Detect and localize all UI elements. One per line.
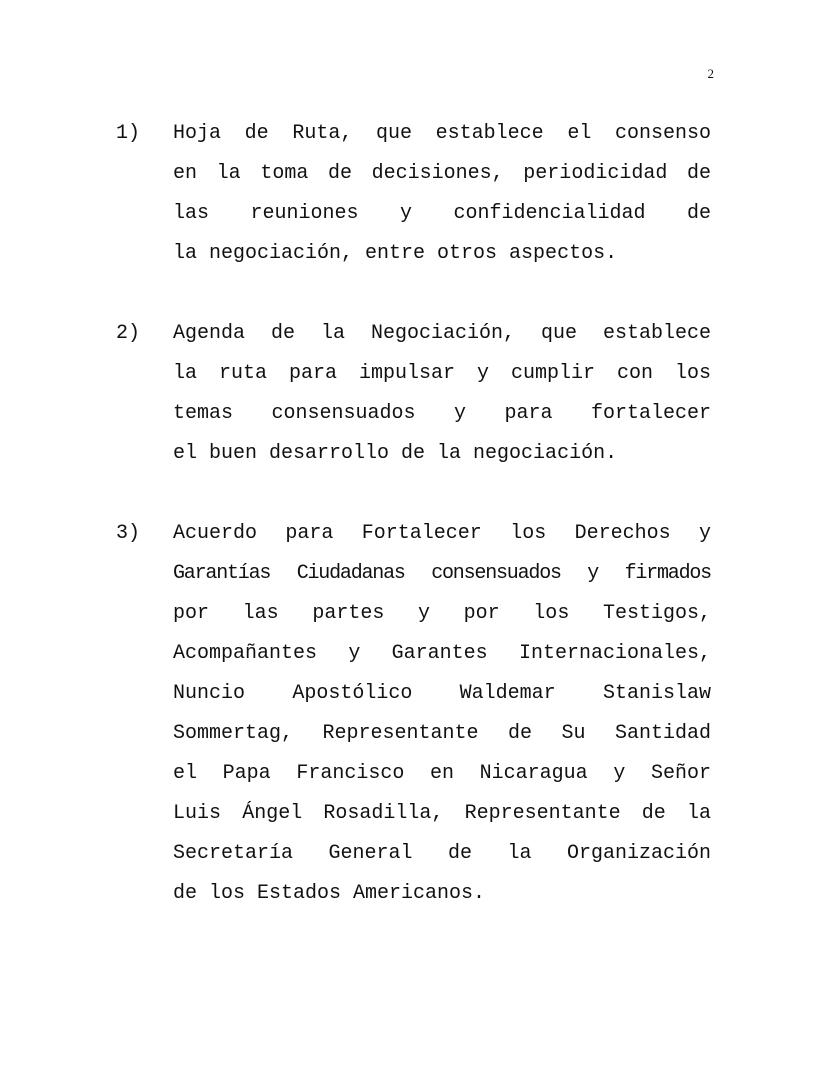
paragraph-line: por las partes y por los Testigos,	[173, 602, 711, 625]
paragraph-line: Acompañantes y Garantes Internacionales,	[173, 642, 711, 665]
paragraph-line: el buen desarrollo de la negociación.	[173, 442, 618, 465]
paragraph-line: las reuniones y confidencialidad de	[173, 202, 711, 225]
page-number: 2	[707, 66, 714, 81]
paragraph-line: en la toma de decisiones, periodicidad de	[173, 162, 711, 185]
paragraph-line: Agenda de la Negociación, que establece	[173, 322, 711, 345]
paragraph-line: la ruta para impulsar y cumplir con los	[173, 362, 711, 385]
paragraph-line: Garantías Ciudadanas consensuados y firmados	[173, 562, 711, 585]
paragraph-line: Sommertag, Representante de Su Santidad	[173, 722, 711, 745]
paragraph-line: Acuerdo para Fortalecer los Derechos y	[173, 522, 711, 545]
paragraph-line: temas consensuados y para fortalecer	[173, 402, 711, 425]
list-item-number: 3)	[116, 522, 141, 545]
paragraph-line: de los Estados Americanos.	[173, 882, 486, 905]
paragraph-line: Secretaría General de la Organización	[173, 842, 711, 865]
paragraph-line: el Papa Francisco en Nicaragua y Señor	[173, 762, 711, 785]
paragraph-line: Luis Ángel Rosadilla, Representante de la	[173, 802, 711, 825]
list-item-number: 2)	[116, 322, 141, 345]
paragraph-line: la negociación, entre otros aspectos.	[173, 242, 618, 265]
paragraph-line: Hoja de Ruta, que establece el consenso	[173, 122, 711, 145]
paragraph-line: Nuncio Apostólico Waldemar Stanislaw	[173, 682, 711, 705]
list-item-number: 1)	[116, 122, 141, 145]
